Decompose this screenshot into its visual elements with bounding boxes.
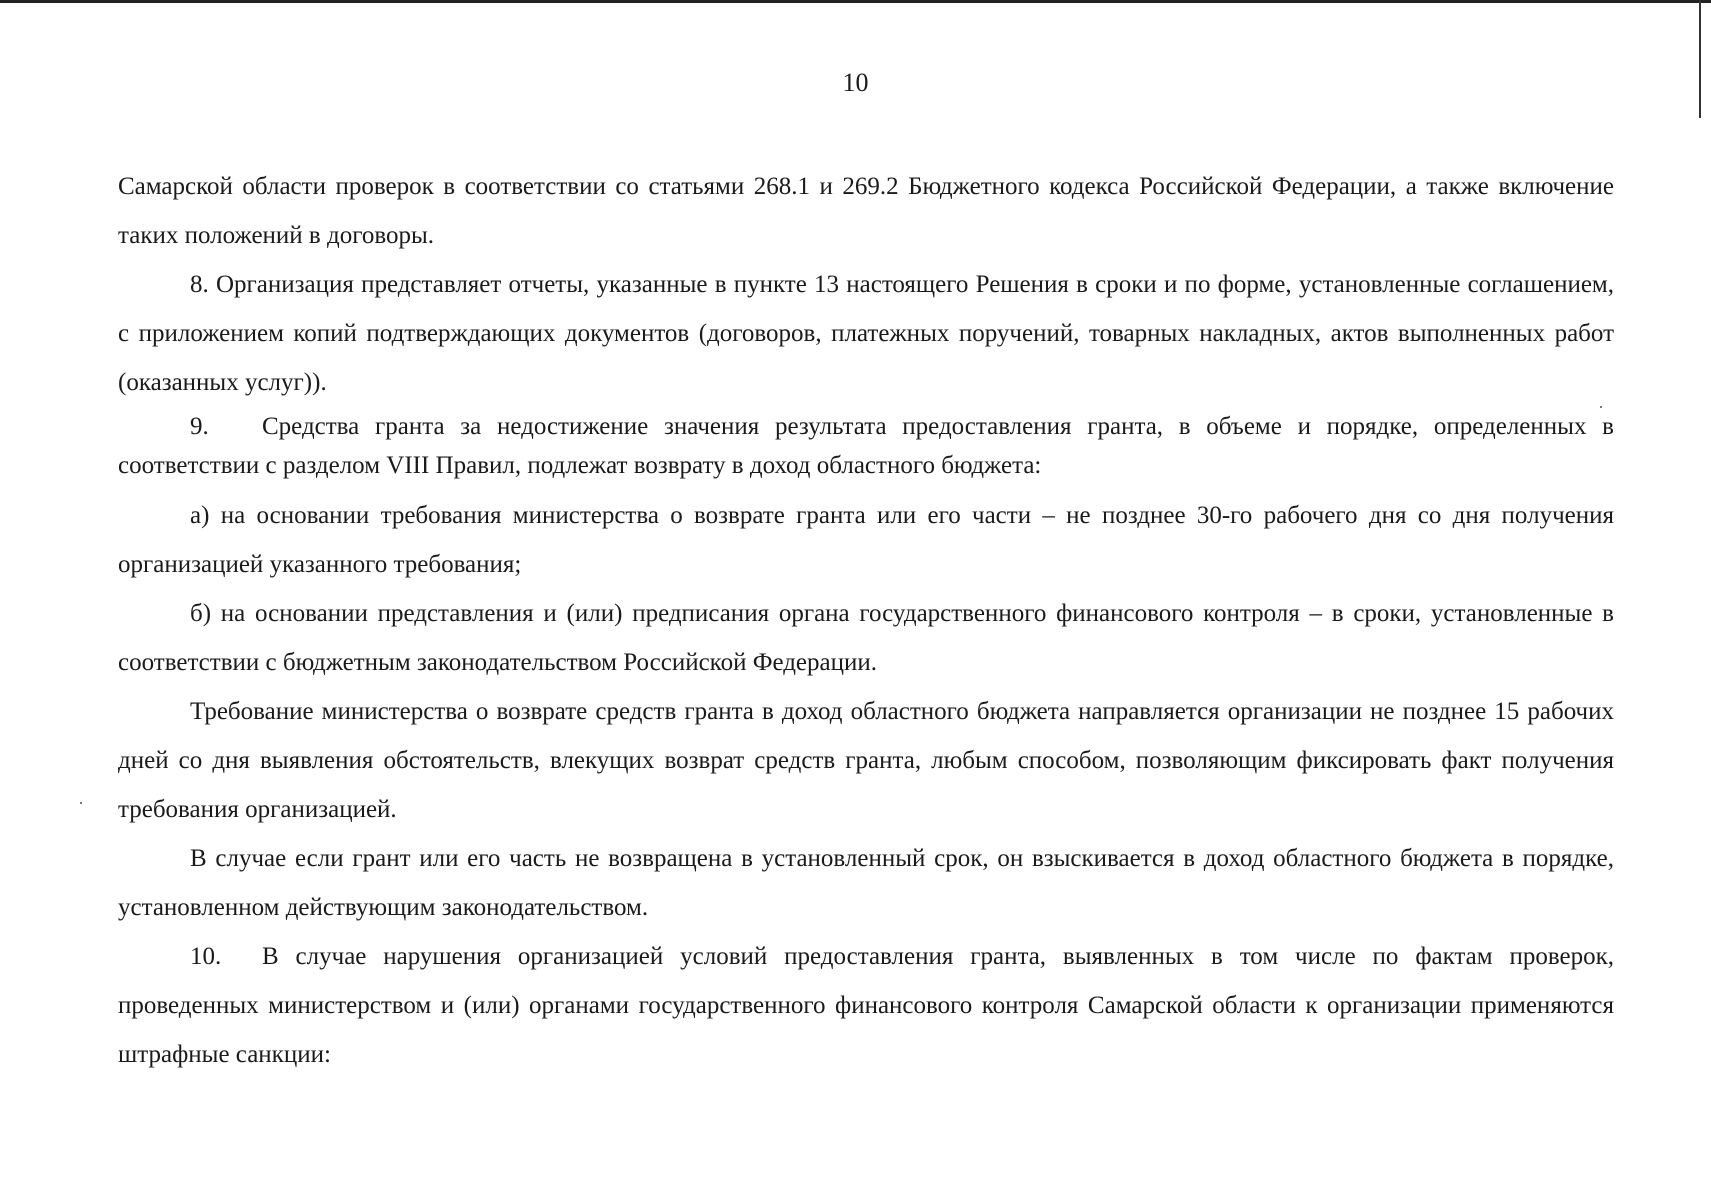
paragraph-continuation: Самарской области проверок в соответствии со статьями 268.1 и 269.2 Бюджетного кодекса Российской Федерации, а также включение таких положений в договоры. <box>118 173 1614 249</box>
scan-border-top <box>0 0 1711 3</box>
paragraph-recovery: В случае если грант или его часть не возвращена в установленный срок, он взыскивается в доход областного бюджета в порядке, установленном действующим законодательством. <box>118 845 1614 921</box>
paragraph-10 <box>118 932 1614 1079</box>
paragraph-9-number: 9. <box>190 413 209 440</box>
subparagraph-a: а) на основании требования министерства о возврате гранта или его части – не позднее 30-го рабочего дня со дня получения организацией указанного требования; <box>118 502 1614 578</box>
paragraph-9-text: Средства гранта за недостижение значения результата предоставления гранта, в объеме и порядке, определенных в соответствии с разделом VIII Правил, подлежат возврату в доход областного бюджета: <box>118 413 1614 479</box>
document-body <box>118 162 1614 1079</box>
paragraph-10-number: 10. <box>190 943 222 970</box>
paragraph-10-text: В случае нарушения организацией условий предоставления гранта, выявленных в том числе по фактам проверок, проведенных министерством и (или) органами государственного финансового контроля Самарской области к организации применяются штрафные санкции: <box>118 943 1614 1068</box>
page-number: 10 <box>842 68 869 97</box>
scan-border-right <box>1699 0 1701 118</box>
paragraph-9 <box>118 407 1614 485</box>
paragraph-refund-demand: Требование министерства о возврате средств гранта в доход областного бюджета направляется организации не позднее 15 рабочих дней со дня выявления обстоятельств, влекущих возврат средств гранта, любым способом, позволяющим фиксировать факт получения требования организацией. <box>118 698 1614 823</box>
paragraph-8: 8. Организация представляет отчеты, указанные в пункте 13 настоящего Решения в сроки и по форме, установленные соглашением, с приложением копий подтверждающих документов (договоров, платежных поручений, товарных накладных, актов выполненных работ (оказанных услуг)). <box>118 271 1614 396</box>
scan-speck <box>80 802 82 804</box>
subparagraph-b: б) на основании представления и (или) предписания органа государственного финансового контроля – в сроки, установленные в соответствии с бюджетным законодательством Российской Федерации. <box>118 600 1614 676</box>
